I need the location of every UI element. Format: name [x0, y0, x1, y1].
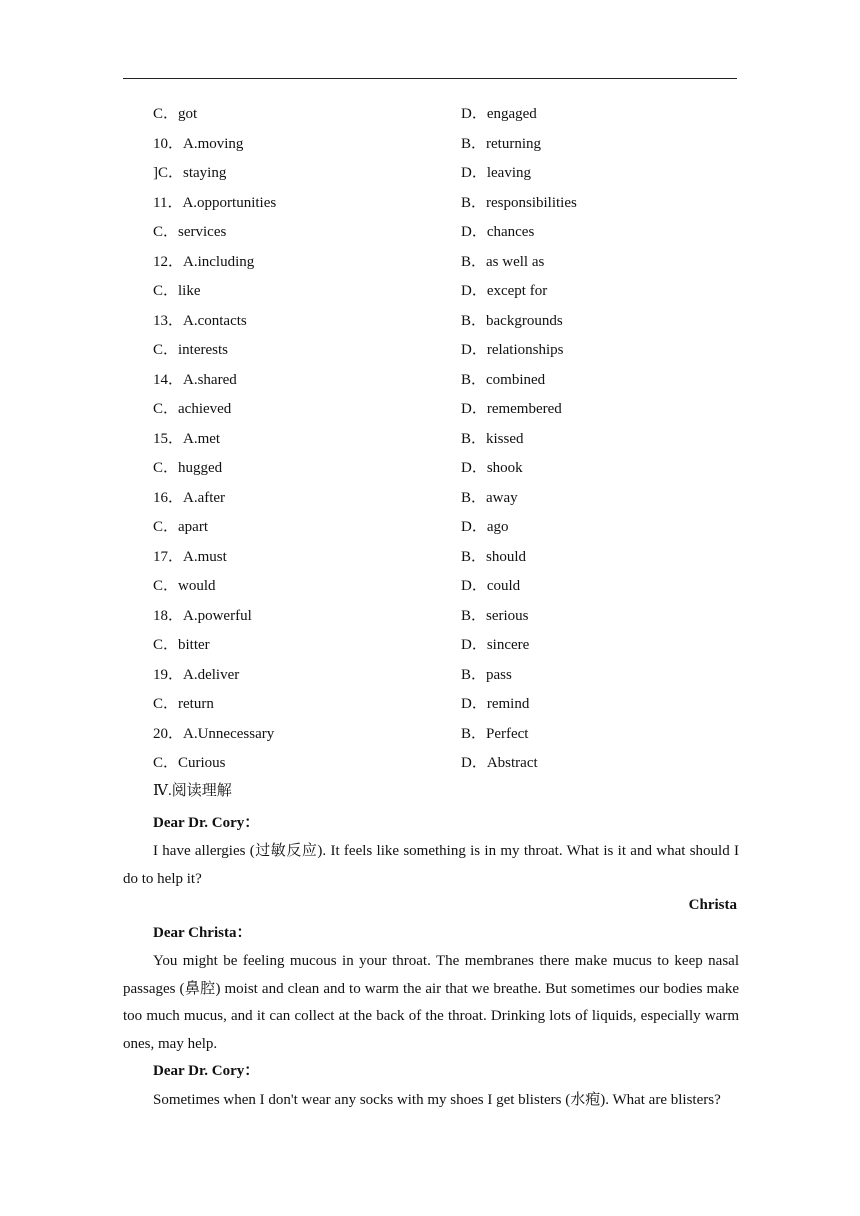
option-left: ]C．staying	[153, 165, 227, 181]
option-right: D．could	[461, 578, 521, 594]
option-left: C．achieved	[153, 401, 232, 417]
option-left: 10．A.moving	[153, 135, 244, 152]
header-rule	[123, 78, 737, 79]
option-left: 19．A.deliver	[153, 666, 240, 683]
option-right: B．returning	[461, 135, 541, 152]
option-right: D．sincere	[461, 637, 530, 653]
option-right: B．as well as	[461, 253, 545, 270]
letter1-body: I have allergies (过敏反应). It feels like something is in my throat. What is it and what should I do to help it?	[123, 843, 739, 887]
option-right: D．except for	[461, 283, 548, 299]
option-right: B．responsibilities	[461, 194, 577, 211]
letter1-salutation: Dear Dr. Cory：	[153, 815, 260, 831]
option-left: C．like	[153, 283, 201, 299]
option-left: 16．A.after	[153, 489, 226, 506]
letter2-body: Sometimes when I don't wear any socks with my shoes I get blisters (水疱). What are blisters?	[153, 1092, 721, 1108]
option-right: D．relationships	[461, 342, 564, 358]
option-right: D．ago	[461, 519, 509, 535]
option-right: B．kissed	[461, 430, 524, 447]
option-right: B．pass	[461, 666, 512, 683]
option-left: 15．A.met	[153, 430, 221, 447]
option-left: C．would	[153, 578, 216, 594]
option-right: B．should	[461, 548, 527, 565]
section-title: Ⅳ.阅读理解	[153, 783, 232, 799]
option-right: B．away	[461, 489, 518, 506]
option-left: 18．A.powerful	[153, 607, 252, 624]
option-left: 13．A.contacts	[153, 312, 247, 329]
option-right: B．combined	[461, 371, 546, 388]
option-right: D．chances	[461, 224, 535, 240]
option-right: D．Abstract	[461, 755, 538, 771]
option-right: D．engaged	[461, 106, 537, 122]
option-left: C．hugged	[153, 460, 223, 476]
option-left: C．return	[153, 696, 214, 712]
option-left: C．services	[153, 224, 227, 240]
option-left: C．got	[153, 106, 198, 122]
option-left: 17．A.must	[153, 548, 227, 565]
option-right: B．serious	[461, 607, 529, 624]
option-left: 20．A.Unnecessary	[153, 725, 275, 742]
option-right: B．Perfect	[461, 725, 529, 742]
option-right: D．leaving	[461, 165, 531, 181]
reply1-salutation: Dear Christa：	[153, 925, 252, 941]
option-right: D．remembered	[461, 401, 562, 417]
option-left: C．interests	[153, 342, 228, 358]
option-left: C．bitter	[153, 637, 210, 653]
option-left: 12．A.including	[153, 253, 255, 270]
option-right: D．shook	[461, 460, 523, 476]
option-right: D．remind	[461, 696, 530, 712]
option-left: 14．A.shared	[153, 371, 237, 388]
reply1-body: You might be feeling mucous in your throat. The membranes there make mucus to keep nasal passages (鼻腔) moist and clean and to warm the air that we breathe. But sometimes our bodies make too much mucus, and it can collect at the back of the throat. Drinking lots of liquids, especially warm ones, may help.	[123, 953, 739, 1052]
letter2-salutation: Dear Dr. Cory：	[153, 1063, 260, 1079]
option-left: C．Curious	[153, 755, 226, 771]
option-left: 11．A.opportunities	[153, 194, 277, 211]
letter1-signature: Christa	[688, 897, 737, 913]
option-right: B．backgrounds	[461, 312, 563, 329]
option-left: C．apart	[153, 519, 208, 535]
